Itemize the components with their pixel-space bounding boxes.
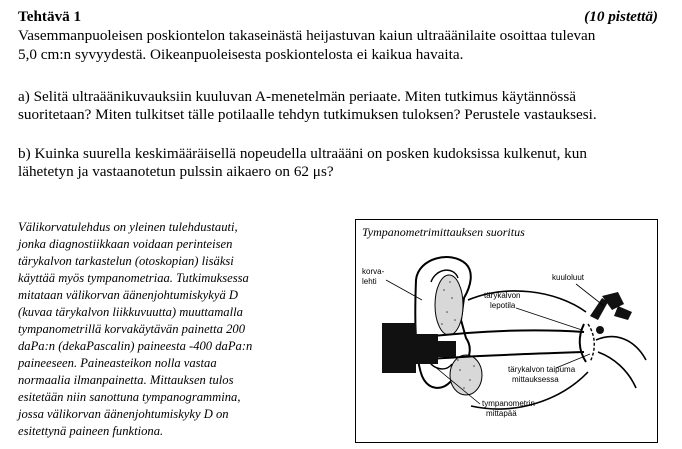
task-points: (10 pistettä) xyxy=(584,8,658,25)
label-lepotila-1: tärykalvon xyxy=(484,291,521,300)
question-a-line-2: suoritetaan? Miten tulkitset tälle potilaalle tehdyn tutkimuksen tuloksen? Perustele vastauksesi. xyxy=(18,106,597,123)
side-text-line-12: jossa välikorvan äänenjohtumiskyky D on xyxy=(18,407,229,421)
side-text-line-8: daPa:n (dekaPascalin) paineesta -400 daPa:n xyxy=(18,339,253,353)
side-text-line-13: esitettynä paineen funktiona. xyxy=(18,424,164,438)
task-title: Tehtävä 1 xyxy=(18,8,82,25)
label-mittapaa-1: tympanometrin xyxy=(482,399,535,408)
question-b-line-1: b) Kuinka suurella keskimääräisellä nopeudella ultraääni on posken kudoksissa kulkenut, kun xyxy=(18,145,587,162)
side-text-line-7: tympanometrillä korvakäytävän painetta 200 xyxy=(18,322,245,336)
label-kuuloluut: kuuloluut xyxy=(552,273,585,282)
side-text-line-3: tärykalvon tarkastelun (otoskopian) lisäksi xyxy=(18,254,234,268)
intro-line-2: 5,0 cm:n syvyydestä. Oikeanpuoleisesta poskiontelosta ei kaikua havaita. xyxy=(18,46,464,63)
probe-body xyxy=(382,323,416,373)
side-text-line-2: jonka diagnostiikkaan voidaan perinteisen xyxy=(18,237,233,251)
label-taipuma-2: mittauksessa xyxy=(512,375,559,384)
label-mittapaa-2: mittapää xyxy=(486,409,517,418)
ear-diagram xyxy=(356,220,657,442)
probe-tip xyxy=(416,334,438,364)
intro-line-1: Vasemmanpuoleisen poskiontelon takaseinästä heijastuvan kaiun ultraäänilaite osoittaa tulevan xyxy=(18,27,596,44)
side-text-line-9: paineeseen. Paineasteikon nolla vastaa xyxy=(18,356,217,370)
label-korvalehti-1: korva- xyxy=(362,267,385,276)
eardrum-deflected xyxy=(588,324,594,362)
question-a-line-1: a) Selitä ultraäänikuvauksiin kuuluvan A-menetelmän periaate. Miten tutkimus käytännössä xyxy=(18,88,576,105)
ossicles-icon xyxy=(590,292,632,334)
tympanometry-figure xyxy=(355,219,658,443)
figure-title: Tympanometrimittauksen suoritus xyxy=(362,225,525,239)
side-text-line-6: (kuvaa tärykalvon liikkuvuutta) muuttamalla xyxy=(18,305,243,319)
side-text-line-5: mitataan välikorvan äänenjohtumiskykyä D xyxy=(18,288,238,302)
side-text-line-11: esitetään niin sanottuna tympanogrammina, xyxy=(18,390,241,404)
side-text-line-1: Välikorvatulehdus on yleinen tulehdustauti, xyxy=(18,220,238,234)
side-text-line-4: käyttää myös tympanometriaa. Tutkimuksessa xyxy=(18,271,249,285)
side-text-line-10: normaalia ilmanpainetta. Mittauksen tulos xyxy=(18,373,234,387)
question-b-line-2: lähetetyn ja vastaanotetun pulssin aikaero on 62 μs? xyxy=(18,163,334,180)
label-lepotila-2: lepotila xyxy=(490,301,516,310)
label-taipuma-1: tärykalvon taipuma xyxy=(508,365,576,374)
cartilage-lower xyxy=(450,355,482,395)
ear-canal-top xyxy=(416,330,584,338)
cartilage-upper xyxy=(435,275,463,335)
label-korvalehti-2: lehti xyxy=(362,277,377,286)
